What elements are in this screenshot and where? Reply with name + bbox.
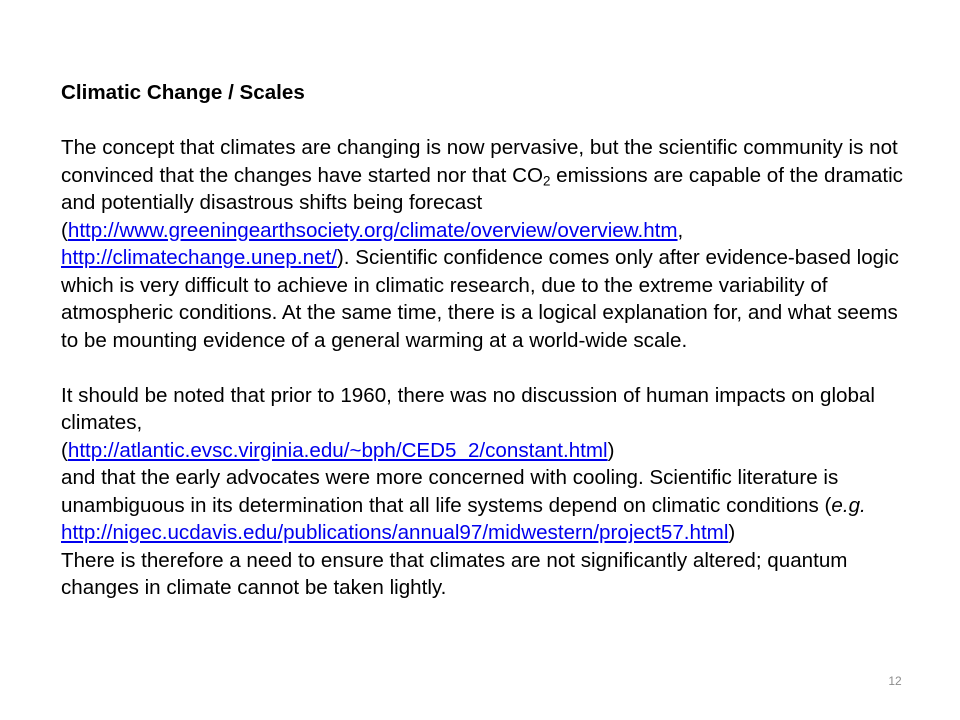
link-nigec-ucdavis[interactable]: http://nigec.ucdavis.edu/publications/annual97/midwestern/project57.html xyxy=(61,521,729,544)
paragraph-2 xyxy=(61,382,911,602)
close-paren-2: ) xyxy=(728,521,736,544)
paragraph-2-text-b: and that the early advocates were more concerned with cooling. Scientific literature is unambiguous in its determination that all life systems depend on climatic conditions ( xyxy=(61,466,839,517)
link-climatechange-unep[interactable]: http://climatechange.unep.net/ xyxy=(61,246,337,269)
paragraph-1-comma: , xyxy=(677,218,684,242)
co2-subscript: 2 xyxy=(542,172,551,188)
paragraph-2-text-c: There is therefore a need to ensure that climates are not significantly altered; quantum changes in climate cannot be taken lightly. xyxy=(61,548,848,599)
open-paren: ( xyxy=(61,438,68,462)
spacer xyxy=(61,107,911,135)
link-atlantic-virginia[interactable]: http://atlantic.evsc.virginia.edu/~bph/CED5_2/constant.html xyxy=(67,438,608,462)
slide-title: Climatic Change / Scales xyxy=(61,81,305,104)
eg-italic: e.g. xyxy=(831,493,866,517)
paragraph-1-text-c: ). Scientific confidence comes only after evidence-based logic which is very difficult to achieve in climatic research, due to the extreme variability of atmospheric conditions. At the same time, there is a logical explanation for, and what seems to be mounting evidence of a general warming at a world-wide scale. xyxy=(61,246,899,352)
paragraph-1 xyxy=(61,134,911,354)
page-number: 12 xyxy=(888,674,902,688)
slide-text-body xyxy=(61,79,911,602)
paragraph-1-text-b: emissions are capable of the dramatic and potentially disastrous shifts being forecast ( xyxy=(61,163,903,242)
paragraph-2-text-a: It should be noted that prior to 1960, there was no discussion of human impacts on global climates, xyxy=(61,383,875,434)
link-greeningearthsociety[interactable]: http://www.greeningearthsociety.org/climate/overview/overview.htm xyxy=(67,218,678,242)
spacer xyxy=(61,354,911,382)
close-paren: ) xyxy=(607,438,615,462)
paragraph-1-text-a: The concept that climates are changing is now pervasive, but the scientific community is not convinced that the changes have started nor that CO xyxy=(61,136,898,187)
